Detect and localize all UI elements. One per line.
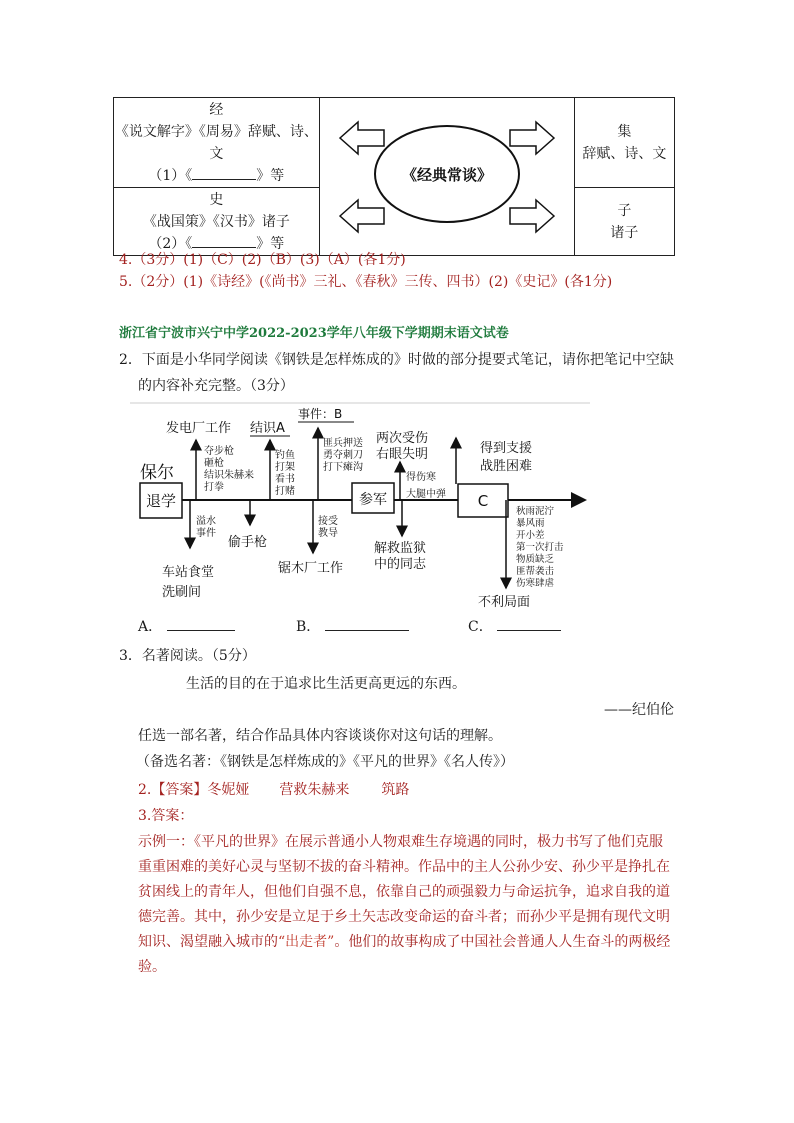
yishui-0: 溢水 — [196, 516, 216, 527]
notes-diagram — [130, 400, 600, 615]
center-cell — [319, 98, 574, 256]
diaoyu-2: 看书 — [275, 474, 295, 485]
blank-a[interactable] — [167, 630, 235, 631]
shi-line2: （2）《 》等 — [148, 235, 285, 252]
answer2-row — [138, 780, 409, 800]
cell-jing — [114, 98, 320, 188]
feibing-1: 勇夺刺刀 — [323, 450, 363, 461]
q3-author: ——纪伯伦 — [604, 702, 674, 718]
jing-line2: 文 — [209, 145, 224, 162]
arrow-left-down-icon — [340, 200, 384, 232]
cell-shi — [114, 188, 320, 256]
cell-ji — [574, 98, 674, 188]
zi-title: 子 — [617, 202, 632, 219]
answer-q4: 4.（3分）(1)（C）(2)（B）(3)（A）(各1分) — [119, 252, 406, 268]
qiuyu-1: 暴风雨 — [516, 518, 545, 529]
blank-b[interactable] — [325, 630, 409, 631]
exam-title: 浙江省宁波市兴宁中学2022-2023学年八年级下学期期末语文试卷 — [119, 326, 509, 341]
feibing-0: 匪兵押送 — [323, 438, 363, 449]
diaoyu-block — [275, 448, 295, 497]
baoer-label: 保尔 — [140, 463, 174, 483]
duobu-2: 结识朱赫来 — [204, 470, 254, 481]
q2-line1: 2．下面是小华同学阅读《钢铁是怎样炼成的》时做的部分提要式笔记，请你把笔记中空缺 — [119, 352, 674, 368]
answer2-item3: 筑路 — [381, 782, 410, 798]
cell-zi — [574, 188, 674, 256]
chezhan-0: 车站食堂 — [162, 565, 215, 580]
q3-quote: 生活的目的在于追求比生活更高更远的东西。 — [186, 676, 466, 692]
jiejiu-1: 中的同志 — [374, 557, 427, 572]
jieshou-0: 接受 — [318, 516, 338, 527]
answer2-item2: 营救朱赫来 — [279, 782, 350, 798]
blank-b-row: B． — [296, 617, 409, 637]
duobu-0: 夺步枪 — [204, 446, 234, 457]
qiuyu-0: 秋雨泥泞 — [516, 506, 555, 517]
q2-line2: 的内容补充完整。（3分） — [138, 378, 294, 394]
diaoyu-3: 打赌 — [275, 486, 295, 497]
qiuyu-2: 开小差 — [516, 530, 545, 541]
answer3-label: 3.答案： — [138, 808, 194, 824]
jiejiu-0: 解救监狱 — [374, 541, 427, 556]
jumu: 锯木厂工作 — [278, 561, 344, 576]
dedao-2: 战胜困难 — [480, 459, 533, 474]
blank-1[interactable] — [192, 179, 256, 180]
q3-options: （备选名著：《钢铁是怎样炼成的》《平凡的世界》《名人传》） — [136, 754, 514, 770]
answer3-body: 示例一：《平凡的世界》在展示普通小人物艰难生存境遇的同时，极力书写了他们克服 重重困难的美好心灵与坚韧不拔的奋斗精神。作品中的主人公孙少安、孙少平是挣扎在 贫困线上的青年人，但他们自强不息，依靠自己的顽强毅力与命运抗争，追求自我的道 德完善。其中，孙少安是立足于乡土矢志改变命运的奋斗者；而孙少平是拥有现代文明 知识、渴望融入城市的“出走者”。他们的故事构成了中国社会普通人人生奋斗的两极经 验。 — [138, 834, 671, 975]
arrow-right-up-icon — [510, 122, 554, 154]
diaoyu-1: 打架 — [275, 462, 295, 473]
jing-title: 经 — [209, 101, 224, 118]
qiuyu-4: 物质缺乏 — [516, 554, 555, 565]
answer-q5: 5.（2分）(1)《诗经》(《尚书》三礼、《春秋》三传、四书）(2)《史记》(各1分) — [119, 274, 613, 290]
jing-line1: 《说文解字》《周易》辞赋、诗、 — [114, 123, 318, 140]
qiuyu-5: 匪帮袭击 — [516, 566, 555, 577]
feibing-block — [323, 436, 363, 473]
arrow-left-up-icon — [340, 122, 384, 154]
datui: 大腿中弹 — [406, 489, 446, 500]
shijian-label: 事件：B — [298, 407, 343, 421]
chezhan-1: 洗刷间 — [162, 585, 202, 600]
yishui-1: 事件 — [196, 528, 216, 539]
answer2-label: 2.【答案】冬妮娅 — [138, 782, 250, 798]
feibing-2: 打下瘫沟 — [323, 462, 363, 473]
classics-table — [113, 97, 675, 256]
ji-line1: 辞赋、诗、文 — [582, 145, 667, 162]
dedao-1: 得到支援 — [480, 441, 533, 456]
duobu-3: 打拳 — [204, 482, 224, 493]
liangci-2: 右眼失明 — [376, 447, 429, 462]
blank-2[interactable] — [192, 247, 256, 248]
jieshou-1: 教导 — [318, 528, 338, 539]
tuixue-label: 退学 — [145, 492, 177, 510]
blank-c[interactable] — [497, 630, 561, 631]
qiuyu-block — [516, 505, 564, 589]
shi-line1: 《战国策》《汉书》诸子 — [142, 213, 290, 230]
jing-line3: （1）《 》等 — [148, 167, 285, 184]
duobu-block — [204, 444, 254, 493]
fadian-label: 发电厂工作 — [166, 421, 232, 436]
buli: 不利局面 — [478, 595, 531, 610]
arrow-right-down-icon — [510, 200, 554, 232]
shi-title: 史 — [209, 191, 224, 208]
c-label: C — [477, 492, 489, 510]
q3-title: 3．名著阅读。（5分） — [119, 648, 256, 664]
jieshi-label: 结识A — [250, 421, 285, 436]
liangci-1: 两次受伤 — [376, 431, 429, 446]
ji-title: 集 — [617, 123, 632, 140]
diaoyu-0: 钓鱼 — [275, 450, 295, 461]
center-graphic — [320, 98, 574, 248]
blank-c-row: C． — [468, 617, 561, 637]
center-title: 《经典常谈》 — [401, 166, 492, 184]
canjun-label: 参军 — [359, 492, 387, 508]
deshanghan: 得伤寒 — [406, 472, 436, 483]
toushouqiang: 偷手枪 — [228, 535, 268, 550]
q3-task: 任选一部名著，结合作品具体内容谈谈你对这句话的理解。 — [138, 728, 502, 744]
blank-a-row: A． — [138, 617, 235, 637]
qiuyu-6: 伤寒肆虐 — [516, 578, 555, 589]
qiuyu-3: 第一次打击 — [516, 542, 564, 553]
duobu-1: 砸枪 — [204, 458, 224, 469]
zi-line1: 诸子 — [610, 224, 639, 241]
